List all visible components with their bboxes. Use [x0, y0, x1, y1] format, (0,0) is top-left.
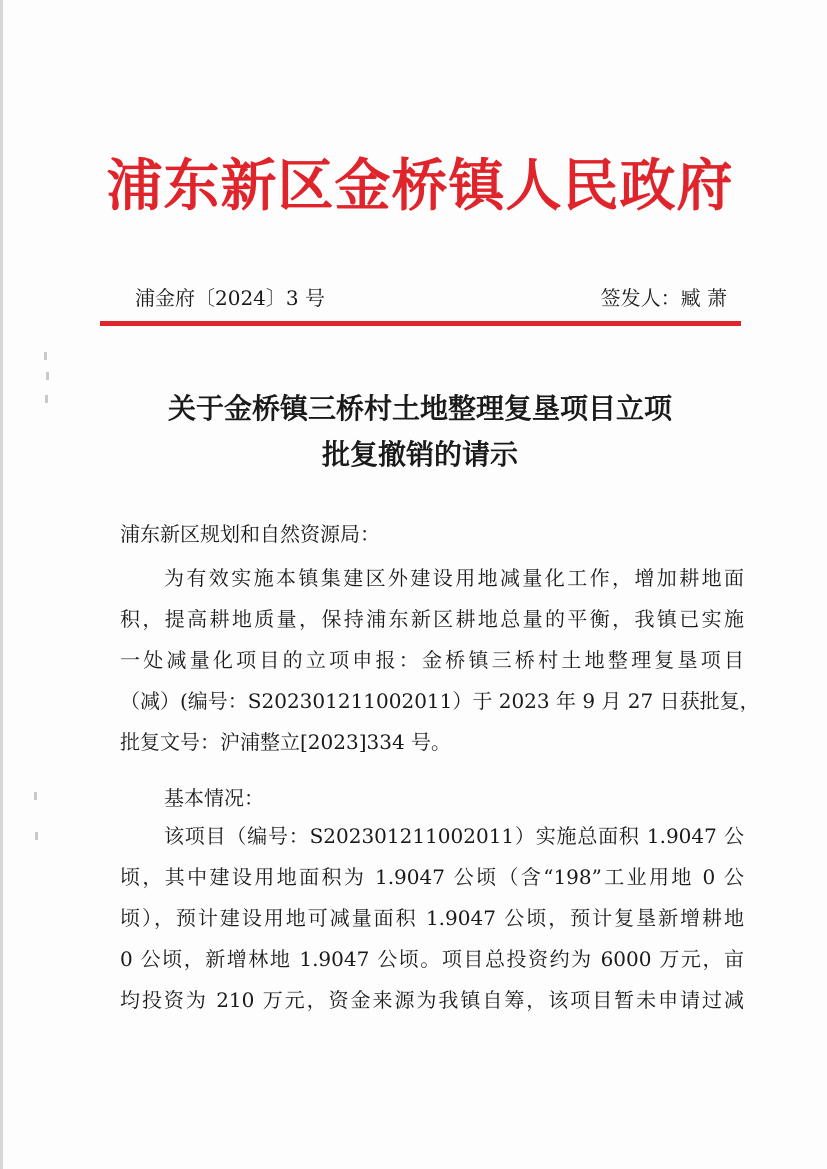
document-title [100, 386, 740, 478]
signer: 签发人：臧 萧 [600, 286, 727, 310]
paragraph-line: 积，提高耕地质量，保持浦东新区耕地总量的平衡，我镇已实施 [120, 607, 744, 631]
recipient: 浦东新区规划和自然资源局： [120, 522, 380, 546]
document-number: 浦金府〔2024〕3 号 [135, 286, 325, 310]
paragraph-line: 为有效实施本镇集建区外建设用地减量化工作，增加耕地面 [164, 566, 744, 590]
issuing-authority-title: 浦东新区金桥镇人民政府 [106, 153, 734, 219]
document-title-line-1: 关于金桥镇三桥村土地整理复垦项目立项 [167, 392, 672, 425]
paragraph-line: （减）(编号：S202301211002011）于 2023 年 9 月 27 日获批复， [120, 689, 760, 713]
paragraph-line: 顷，其中建设用地面积为 1.9047 公顷（含“198”工业用地 0 公 [120, 865, 744, 889]
paragraph-line: 均投资为 210 万元，资金来源为我镇自筹，该项目暂未申请过减 [120, 988, 744, 1012]
paragraph-line: 批复文号：沪浦整立[2023]334 号。 [120, 730, 452, 754]
paragraph-line: 一处减量化项目的立项申报：金桥镇三桥村土地整理复垦项目 [120, 648, 744, 672]
document-title-line-2: 批复撤销的请示 [321, 438, 518, 471]
page-edge-shadow [0, 0, 3, 1169]
paragraph-line: 0 公顷，新增林地 1.9047 公顷。项目总投资约为 6000 万元，亩 [120, 947, 744, 971]
body-paragraph-1 [120, 558, 760, 763]
body-paragraph-2 [120, 816, 744, 1021]
scan-artifact [45, 395, 48, 403]
section-heading: 基本情况： [164, 786, 264, 810]
scan-artifact [46, 372, 49, 380]
paragraph-line: 该项目（编号：S202301211002011）实施总面积 1.9047 公 [164, 824, 744, 848]
paragraph-line: 顷），预计建设用地可减量面积 1.9047 公顷，预计复垦新增耕地 [120, 906, 744, 930]
scan-artifact [35, 832, 38, 840]
scan-artifact [34, 792, 37, 800]
red-header-divider [100, 321, 741, 326]
scan-artifact [44, 352, 47, 360]
